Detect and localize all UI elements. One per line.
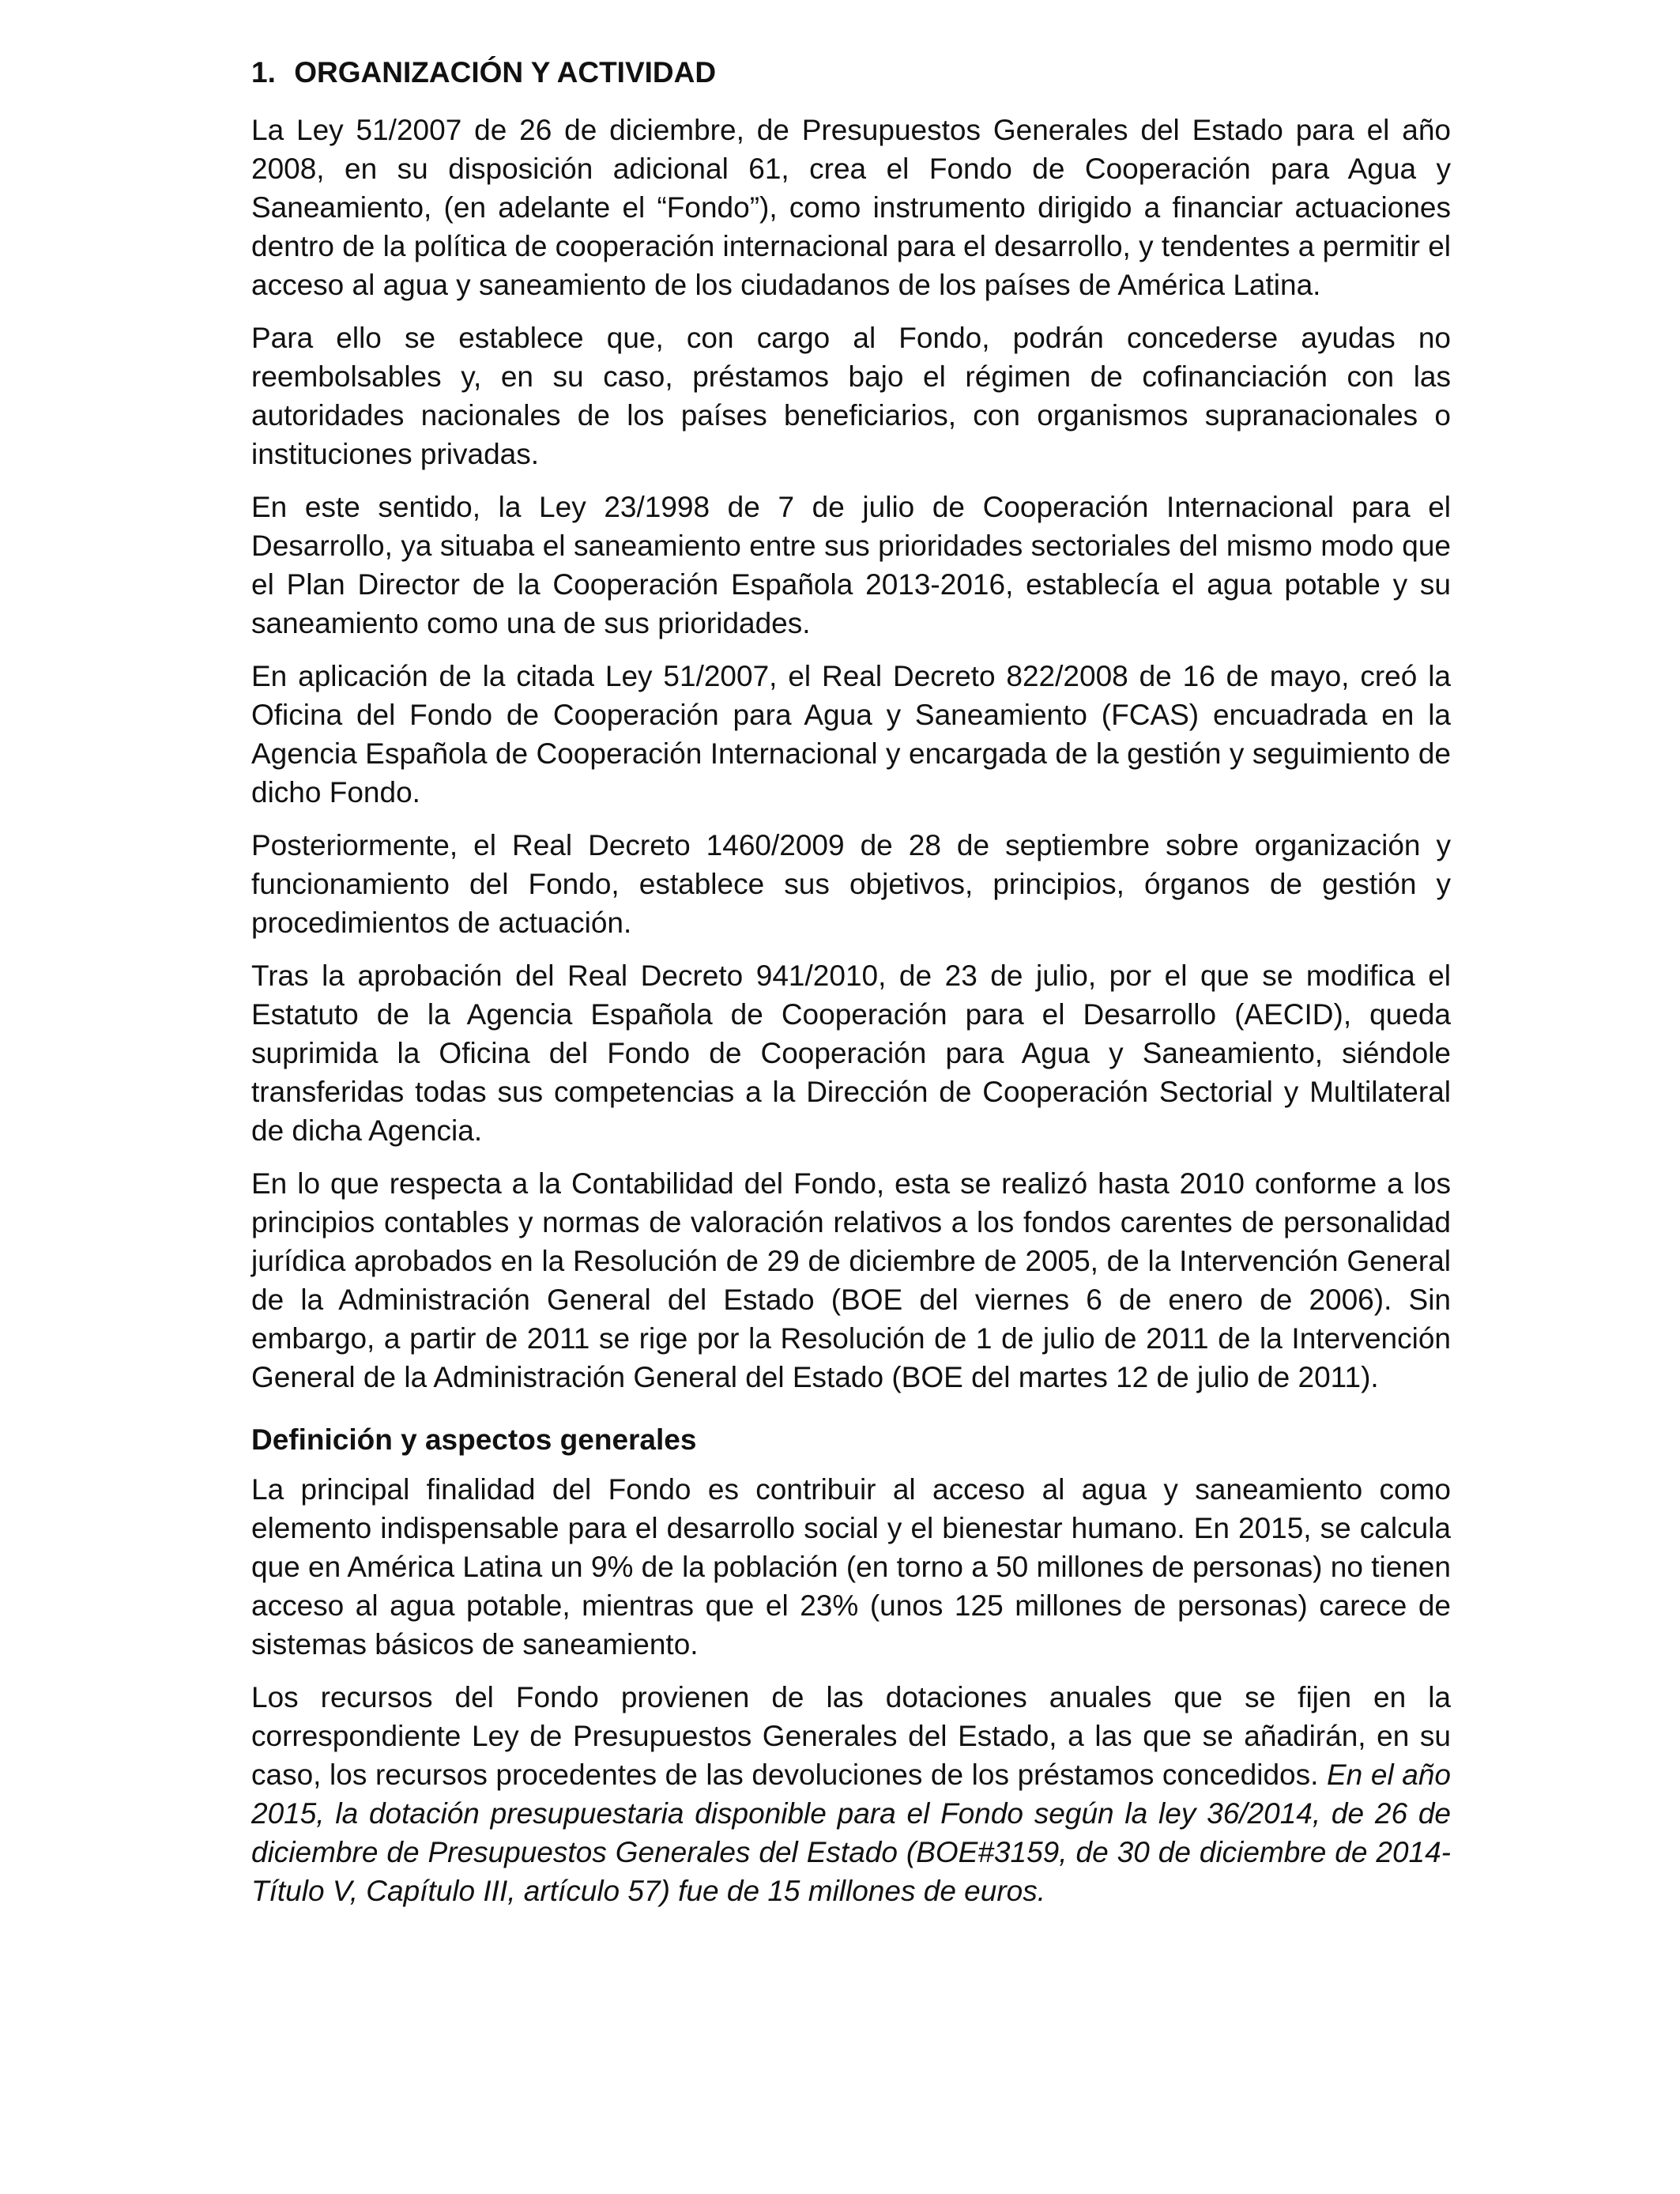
paragraph-real-decreto-1460: Posteriormente, el Real Decreto 1460/2009 de 28 de septiembre sobre organización y funcionamiento del Fondo, establece sus objetivos, principios, órganos de gestión y procedimientos de actuación.	[251, 829, 1451, 939]
paragraph-real-decreto-941: Tras la aprobación del Real Decreto 941/2010, de 23 de julio, por el que se modifica el Estatuto de la Agencia Española de Cooperación para el Desarrollo (AECID), queda suprimida la Oficina del Fondo de Cooperación para Agua y Saneamiento, siéndole transferidas todas sus competencias a la Dirección de Cooperación Sectorial y Multilateral de dicha Agencia.	[251, 959, 1451, 1147]
document-page	[251, 49, 1451, 1924]
paragraph-recursos-regular: Los recursos del Fondo provienen de las dotaciones anuales que se fijen en la correspondiente Ley de Presupuestos Generales del Estado, a las que se añadirán, en su caso, los recursos procedentes de las devoluciones de los préstamos concedidos.	[251, 1681, 1451, 1791]
paragraph-finalidad: La principal finalidad del Fondo es contribuir al acceso al agua y saneamiento como elemento indispensable para el desarrollo social y el bienestar humano. En 2015, se calcula que en América Latina un 9% de la población (en torno a 50 millones de personas) no tienen acceso al agua potable, mientras que el 23% (unos 125 millones de personas) carece de sistemas básicos de saneamiento.	[251, 1473, 1452, 1661]
paragraph-recursos-italic: En el año 2015, la dotación presupuestaria disponible para el Fondo según la ley 36/2014, de 26 de diciembre de Presupuestos Generales del Estado (BOE#3159, de 30 de diciembre de 2014- Título V, Capítulo III, artículo 57) fue de 15 millones de euros.	[251, 1759, 1451, 1907]
paragraph-ayudas: Para ello se establece que, con cargo al Fondo, podrán concederse ayudas no reembolsables y, en su caso, préstamos bajo el régimen de cofinanciación con las autoridades nacionales de los países beneficiarios, con organismos supranacionales o instituciones privadas.	[251, 322, 1451, 470]
section-title: ORGANIZACIÓN Y ACTIVIDAD	[294, 56, 717, 89]
subsection-heading: Definición y aspectos generales	[251, 1423, 697, 1456]
paragraph-contabilidad: En lo que respecta a la Contabilidad del Fondo, esta se realizó hasta 2010 conforme a los principios contables y normas de valoración relativos a los fondos carentes de personalidad jurídica aprobados en la Resolución de 29 de diciembre de 2005, de la Intervención General de la Administración General del Estado (BOE del viernes 6 de enero de 2006). Sin embargo, a partir de 2011 se rige por la Resolución de 1 de julio de 2011 de la Intervención General de la Administración General del Estado (BOE del martes 12 de julio de 2011).	[251, 1167, 1451, 1393]
paragraph-ley-23-1998: En este sentido, la Ley 23/1998 de 7 de julio de Cooperación Internacional para el Desarrollo, ya situaba el saneamiento entre sus prioridades sectoriales del mismo modo que el Plan Director de la Cooperación Española 2013-2016, establecía el agua potable y su saneamiento como una de sus prioridades.	[251, 491, 1451, 639]
section-number: 1.	[251, 56, 276, 89]
paragraph-recursos	[251, 1678, 1451, 1910]
paragraph-real-decreto-822: En aplicación de la citada Ley 51/2007, el Real Decreto 822/2008 de 16 de mayo, creó la Oficina del Fondo de Cooperación para Agua y Saneamiento (FCAS) encuadrada en la Agencia Española de Cooperación Internacional y encargada de la gestión y seguimiento de dicho Fondo.	[251, 660, 1451, 809]
paragraph-ley-51-2007: La Ley 51/2007 de 26 de diciembre, de Presupuestos Generales del Estado para el año 2008, en su disposición adicional 61, crea el Fondo de Cooperación para Agua y Saneamiento, (en adelante el “Fondo”), como instrumento dirigido a financiar actuaciones dentro de la política de cooperación internacional para el desarrollo, y tendentes a permitir el acceso al agua y saneamiento de los ciudadanos de los países de América Latina.	[251, 114, 1451, 301]
section-heading	[251, 49, 1451, 96]
